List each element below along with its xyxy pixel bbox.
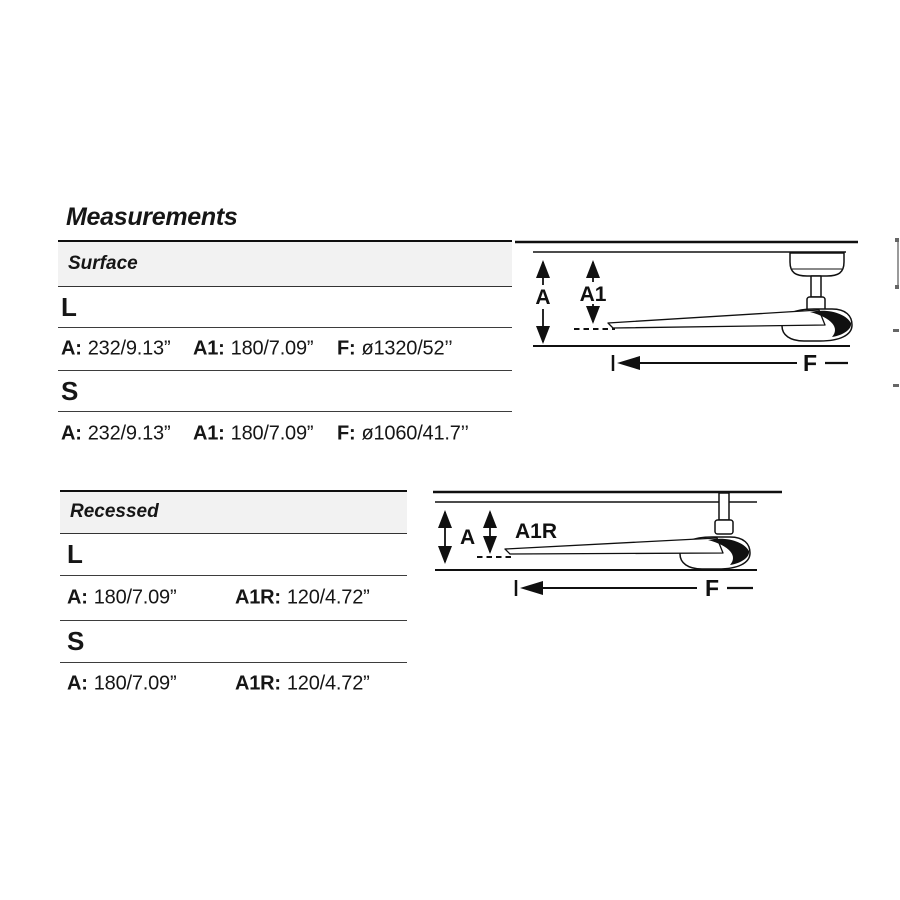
cropped-edge-mark [895,285,899,289]
measurement-value: 232/9.13” [87,422,171,444]
measurement [61,422,170,445]
cropped-edge-mark [893,329,899,332]
measurement-value: 232/9.13” [87,337,171,360]
surface-values-row-l [58,328,512,371]
recessed-table [60,490,407,705]
measurement-value: 120/4.72” [286,672,370,694]
surface-size-row-l [58,287,512,328]
dimension-arrow-a1 [577,260,609,324]
measurement-label: F: [337,337,356,360]
surface-table-header [58,240,512,287]
measurement-value: 180/7.09” [230,337,314,360]
measurement [67,586,176,609]
recessed-values-row-s [60,663,407,705]
dimension-arrow-a [438,510,475,564]
measurement-value: 180/7.09” [230,422,314,444]
recessed-mount-diagram [433,486,813,602]
dimension-label-a: A [535,286,551,309]
dimension-label-f: F [802,350,818,376]
dimension-arrow-f [516,575,753,601]
measurement-value: ø1060/41.7’’ [361,422,469,444]
measurement [193,338,313,361]
dimension-label-a1r: A1R [515,520,558,543]
measurement-value: 180/7.09” [93,586,177,608]
measurement-value: 120/4.72” [286,586,370,608]
recessed-values-row-l [60,576,407,621]
page-title: Measurements [66,203,238,231]
measurement-label: A: [61,422,82,444]
measurement-label: A: [61,337,82,360]
surface-mount-diagram [514,232,900,382]
size-label: S [67,625,85,656]
measurement [235,586,370,609]
surface-header-label: Surface [68,253,138,274]
cropped-edge-line [897,240,899,287]
measurement [337,422,469,445]
size-label: S [61,375,79,406]
measurement-label: A1: [193,337,225,360]
measurement [61,338,170,361]
measurement [235,672,370,695]
dimension-label-a: A [460,526,476,549]
measurement-label: A1: [193,422,225,444]
surface-values-row-s [58,412,512,455]
recessed-size-row-s [60,621,407,663]
fan-canopy [790,253,844,276]
dimension-label-a1: A1 [579,283,607,306]
measurement-label: A: [67,672,88,694]
measurement [67,672,176,695]
measurement-label: A: [67,586,88,608]
dimension-arrow-a [532,260,554,344]
measurement-label: A1R: [235,672,281,694]
measurement-label: A1R: [235,586,281,608]
cropped-edge-mark [895,238,899,242]
measurement [337,338,453,361]
recessed-size-row-l [60,534,407,576]
measurement-value: ø1320/52’’ [361,337,453,360]
fan-blade [608,310,825,328]
recessed-table-header [60,490,407,534]
surface-size-row-s [58,371,512,412]
recessed-header-label: Recessed [70,501,159,523]
measurement [193,422,313,445]
measurement-value: 180/7.09” [93,672,177,694]
size-label: L [67,538,83,569]
fan-rod [811,276,821,297]
fan-rod [719,493,729,520]
size-label: L [61,291,77,322]
fan-connector [715,520,733,534]
dimension-arrow-f [613,350,848,376]
ceiling-fan-surface [608,253,852,341]
cropped-edge-mark [893,384,899,387]
measurement-label: F: [337,422,356,444]
dimension-label-f: F [704,575,720,601]
surface-table [58,240,512,455]
